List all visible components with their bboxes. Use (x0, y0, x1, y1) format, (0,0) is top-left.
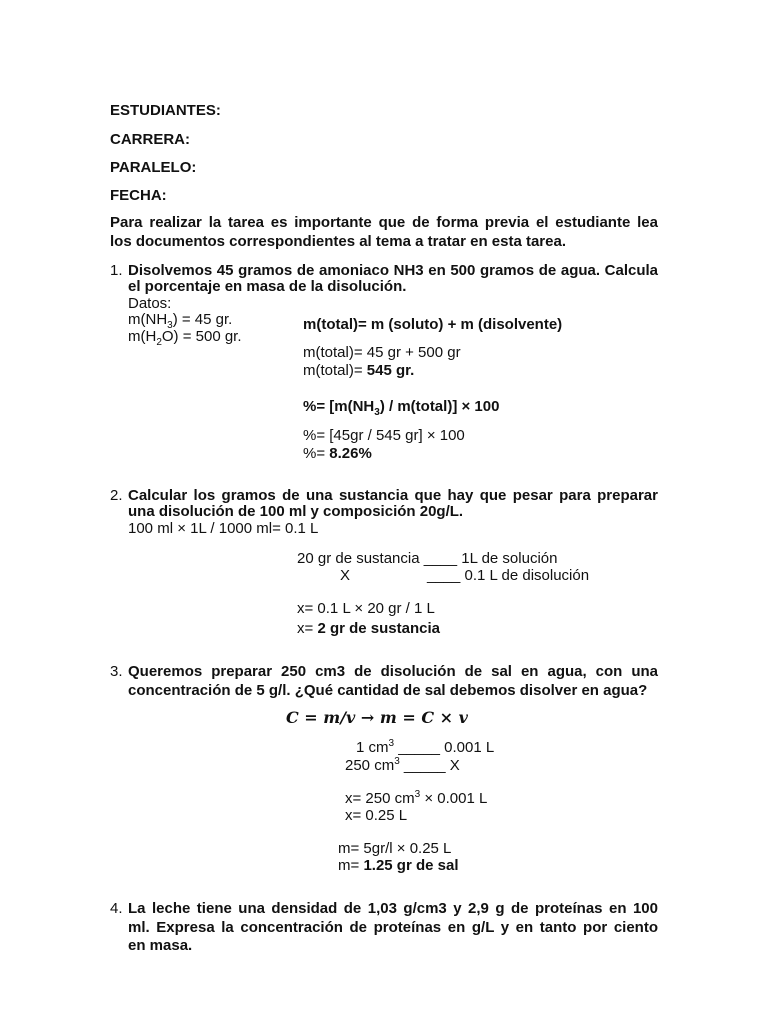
q2-rule-row-2-x: X (340, 567, 351, 584)
q1-formula-percent: %= [$m(NH_3)$ / m(total)] × 100 (303, 398, 500, 418)
q1-result-total-value: 545 gr. (366, 362, 415, 379)
q4-prompt-line-3: en masa. (128, 937, 193, 954)
q1-calc-total: m(total)= 45 gr + 500 gr (303, 344, 461, 361)
q3-result-m: m= 1.25 gr de sal (338, 857, 459, 874)
q1-prompt-line-2: el porcentaje en masa de la disolución. (128, 278, 407, 295)
intro-line-2: los documentos correspondientes al tema a tratar en esta tarea. (110, 233, 566, 250)
q2-result: x= 2 gr de sustancia (297, 620, 440, 637)
label-carrera: CARRERA: (110, 131, 190, 148)
q2-prompt-line-1: Calcular los gramos de una sustancia que hay que pesar para preparar (128, 487, 658, 504)
q1-result-total: m(total)= 545 gr. (303, 362, 415, 379)
q2-rule-row-1: 20 gr de sustancia ____ 1L de solución (297, 550, 558, 567)
intro-line-1: Para realizar la tarea es importante que de forma previa el estudiante lea (110, 214, 658, 231)
q3-formula: C = m/v → m = C × v (286, 708, 468, 727)
q3-calc-x: x= 250 $cm^3 \times 0.001$ L (345, 789, 488, 807)
q3-rule-row-2: 250 $cm^3$ _____ X (345, 756, 460, 774)
q1-formula-total: m(total)= m (soluto) + m (disolvente) (303, 316, 563, 333)
q4-prompt-line-2: ml. Expresa la concentración de proteínas en g/L y en tanto por ciento (128, 919, 658, 936)
q3-result-m-value: 1.25 gr de sal (363, 857, 459, 874)
q4-number: 4. (110, 900, 123, 917)
q1-number: 1. (110, 262, 123, 279)
q2-result-value: 2 gr de sustancia (317, 620, 440, 637)
q3-prompt-line-1: Queremos preparar 250 cm3 de disolución de sal en agua, con una (128, 663, 658, 680)
q2-calc-x: x= 0.1 L × 20 gr / 1 L (297, 600, 435, 617)
q1-result-percent: %= 8.26% (303, 445, 372, 462)
q2-prompt-line-2: una disolución de 100 ml y composición 20g/L. (128, 503, 464, 520)
q1-prompt-line-1: Disolvemos 45 gramos de amoniaco NH3 en 500 gramos de agua. Calcula (128, 262, 658, 279)
q3-result-x: x= 0.25 L (345, 807, 408, 824)
q3-prompt-line-2: concentración de 5 g/l. ¿Qué cantidad de sal debemos disolver en agua? (128, 682, 648, 699)
label-fecha: FECHA: (110, 187, 167, 204)
q1-mass-nh3: $m(NH_3) = 45$ gr. (128, 311, 233, 331)
q2-rule-row-2-right: ____ 0.1 L de disolución (427, 567, 590, 584)
q1-datos-label: Datos: (128, 295, 172, 312)
q4-prompt-line-1: La leche tiene una densidad de 1,03 g/cm3 y 2,9 g de proteínas en 100 (128, 900, 658, 917)
q1-mass-h2o: $m(H_2O) = 500$ gr. (128, 328, 242, 348)
q2-number: 2. (110, 487, 123, 504)
q1-result-percent-value: 8.26% (329, 445, 372, 462)
label-estudiantes: ESTUDIANTES: (110, 102, 221, 119)
q3-rule-row-1: 1 $cm^3$ _____ 0.001 L (356, 738, 495, 756)
q2-conversion: 100 ml × 1L / 1000 ml= 0.1 L (128, 520, 319, 537)
q3-calc-m: m= 5gr/l × 0.25 L (338, 840, 452, 857)
q3-number: 3. (110, 663, 123, 680)
label-paralelo: PARALELO: (110, 159, 197, 176)
q1-calc-percent: %= [45gr / 545 gr] × 100 (303, 427, 465, 444)
